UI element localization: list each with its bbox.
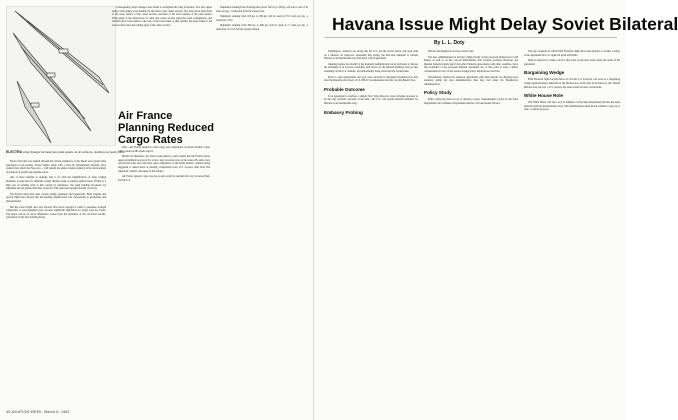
paragraph: If an agreement is reached, a simple New York–Moscow route exchange ap-pears to be the only probable outcome of the talks. The U.S. will require Russian demands for Havana as an intermediate stop. [324, 94, 418, 105]
left-page-footer: 40 AVIATION WEEK, March 6, 1961 [6, 410, 70, 414]
paragraph: Shipments running from 300 kg. to 499 kg. will be rated at 71 cents per kg., a reduction of 11% from the present charge. [216, 24, 308, 31]
caption-text: wing changes included new skin panels on all surfaces, doublers on beam webs. [22, 150, 125, 154]
paragraph: Shipments running from 45 kilograms (about 100 lb.) to 99 kg. will earn a rate of 30 cents per kg., a reduction from the current rate. [216, 6, 308, 13]
caption-label: ELECTRA [6, 150, 23, 154]
byline: By L. L. Doty [434, 40, 465, 46]
paragraph: Opening gesture last month by the Kennedy Administration in an invitation to discuss the exchange of air services extending with moves by the Russian Embassy here to take soundings on the U.S. attitude, will undoubtedly bring about the first formal talks. [324, 62, 418, 73]
subhead: White House Role [524, 93, 564, 99]
subhead: Probable Outcome [324, 86, 365, 92]
page-headline: Havana Issue Might Delay Soviet Bilateral [332, 14, 678, 34]
left-column-2-top [112, 6, 212, 108]
paragraph: Nevertheless, bilateral air transport agreements with other nations are drawing more attention within the new Administration than they had under the Eisenhower Administration. [424, 75, 518, 86]
left-column-2 [118, 146, 210, 402]
electra-wing-figure [6, 6, 116, 146]
paragraph: The one exception in which Fifth Freedom rights have been granted to another country is the agreement the U.S. signed in April with India. [524, 50, 620, 57]
right-page [313, 0, 678, 420]
article-headline: Air France Planning Reduced Cargo Rates [118, 110, 214, 146]
paragraph: Consequently, major changes were made to strengthen the wing in tension. Two new upper surface skin panels were installed in the entire outer center section. Two more have been fitted to the lower surface of the center section, and three to the lower surface of the outer panels. Wing panel at the intersection of outer and center section panel has been strengthened, and doublers have been added to the web of the front beam. A skin doubler has been added to the lower surface near the trailing edge of the center section. [112, 6, 212, 27]
right-column-2 [424, 50, 518, 402]
subhead: Bargaining Wedge [524, 70, 565, 76]
paragraph: One of those benefits to industry had to do with the simplification of wing loading moments. A wing has two different, widely distinct peaks or equally applied loads. If there is a high rate of bending such as that caused by turbulence, the wing bending mo-ments are amplified and are greater than they would be if the rapid load applied steadily or slowly. [6, 176, 106, 191]
paragraph: The new Administration is placing a high priority on the proposed bilateral pact with Russia as well as on the over-all international civil aviation problem. However, the Russian bilateral stands apart from other bilateral agree-ments with other countries, since the economics of the proposed Russian agreement are, at this point at least, a minor consideration in view of the serious foreign policy implications involved. [424, 55, 518, 73]
left-column-3 [216, 6, 308, 402]
paragraph: The Electra must then meet current design standards and regulations. Both original and special flight tests showed that the bending amplification was com-parable to predictions and measurements. [6, 192, 106, 203]
paragraph: Policy study has been set up to develop a more comprehensive policy by the State Department, the Commerce Department and the Civil Aeronautics Board. [424, 98, 518, 105]
paragraph: Washington—Chances are strong that the U.S. and the Soviet Union will open talks on a bilateral air trans-port agreement this spring, but Rus-sian demands to include Havana as an intermediate stop will delay a final agreement. [324, 50, 418, 61]
headline-rule [324, 37, 617, 38]
subhead: Embassy Probing [324, 109, 363, 115]
paragraph: Plans to open negotiations last year were canceled by President Eisenhower in July after the Russians shot down a U.S. RB-47 reconnaissance aircraft over the Barents Sea. [324, 75, 418, 83]
paragraph: Havana and Reykjavik as stops on the route. [428, 50, 475, 53]
paragraph: Air France general cargo rate pro-posals would be applied this way be-tween Paris and the U.S. [118, 175, 210, 182]
paragraph: Electra fold that was pushed through the violent turbulence of the Ream were greater than anticipated accel-erations. These flights, made with a heav-ily instrumented airplane, have yielded data which the FAA says ... will benefit the entire aviation industry in the development of methods of predict-ing airplane stress. [6, 160, 106, 174]
subhead: Policy Study [424, 90, 452, 96]
paragraph: Paris—Air France intends to meet cargo rate competition on North Atlantic routes when current tariffs expire April 1. [118, 146, 210, 153]
paragraph: Michel de Villeneuve, Air France sales director, said recently that the French carrier seeks government ap-proval for a new cargo rate struc-ture on the routes. He said a new official said such rates will meet open competition on the North Atlantic. Airlines being suggested is aimed more at meeting competition from U.S. car-riers than from Pan American, which is shooting on this subject. [118, 155, 210, 173]
right-column-3 [524, 50, 620, 402]
paragraph: But the stored flight tests also showed that severe enough is truth to guarantee strength comparable to pas-tongement type, because significant differences in wings were not found. The major reason for those differences comes from the dynamics of the out-board nacelle, particularly in the first bending mode. [6, 205, 106, 220]
right-column-1 [324, 50, 418, 402]
paragraph: Shipments running from 100 kg. to 299 kg. will be rated at 53.5 cents per kg., a reduction of 6%. [216, 15, 308, 22]
left-column-1 [6, 160, 106, 402]
electra-wing-diagram-icon [7, 7, 117, 147]
paragraph: The White House will also carry its influence on the State Department because the issue embroils intricate international policy. The Administration must decide whether to give in or seek a counter proposal. [524, 101, 620, 112]
paragraph: Fifth Freedom rights beyond Mos-cow for the U.S. however, can serve as a bargaining wedge against Russia's demands for the Havana stop on the New York–Moscow run. Should Havana drop out over a U.S. answer, the issue would become a touchstone. [524, 78, 620, 89]
left-page [0, 0, 313, 420]
paragraph: India is expected to make a bid for this route on the next treaty under the terms of the agreement. [524, 59, 620, 66]
